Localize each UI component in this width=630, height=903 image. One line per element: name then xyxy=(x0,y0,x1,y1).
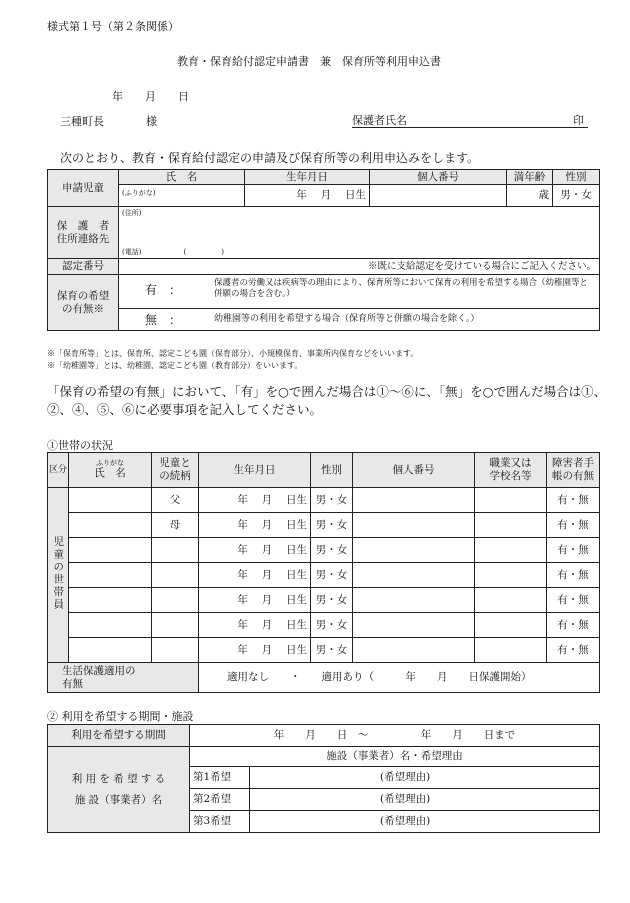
household-row xyxy=(48,613,600,638)
member-id-field[interactable] xyxy=(353,638,475,663)
household-table xyxy=(47,452,600,693)
child-name-field[interactable] xyxy=(119,185,245,207)
member-disability-choice[interactable]: 有・無 xyxy=(547,588,600,613)
facility-label: 利 用 を 希 望 す る 施 設（事業者）名 xyxy=(48,747,190,833)
member-job-field[interactable] xyxy=(475,638,547,663)
seal-mark: 印 xyxy=(573,114,584,127)
household-row xyxy=(48,563,600,588)
wish-label: 保育の希望 の有無※ xyxy=(48,275,119,331)
wish-yes-option[interactable] xyxy=(119,275,600,309)
member-sex-choice[interactable]: 男・女 xyxy=(311,538,353,563)
wish-no-label: 無 ： xyxy=(145,313,182,327)
member-sex-choice[interactable]: 男・女 xyxy=(311,588,353,613)
choice-2-field[interactable]: (希望理由) xyxy=(250,789,600,811)
applicant-row-label: 申請児童 xyxy=(48,170,119,207)
child-id-field[interactable] xyxy=(370,185,507,207)
member-relation[interactable]: 父 xyxy=(152,488,199,513)
intro-text: 次のとおり、教育・保育給付認定の申請及び保育所等の利用申込みをします。 xyxy=(60,151,480,165)
member-dob-field[interactable]: 年 月 日生 xyxy=(199,563,311,588)
member-relation[interactable] xyxy=(152,588,199,613)
col-id: 個人番号 xyxy=(370,170,507,185)
member-disability-choice[interactable]: 有・無 xyxy=(547,538,600,563)
member-id-field[interactable] xyxy=(353,513,475,538)
choice-3-label: 第3希望 xyxy=(190,811,250,833)
member-name-field[interactable] xyxy=(69,638,152,663)
member-sex-choice[interactable]: 男・女 xyxy=(311,563,353,588)
member-id-field[interactable] xyxy=(353,538,475,563)
member-job-field[interactable] xyxy=(475,563,547,588)
welfare-label: 生活保護適用の 有無 xyxy=(48,663,199,693)
date-line: 年 月 日 xyxy=(112,90,189,103)
member-job-field[interactable] xyxy=(475,538,547,563)
member-id-field[interactable] xyxy=(353,488,475,513)
applicant-table xyxy=(47,169,600,331)
guardian-name-field[interactable] xyxy=(352,111,588,128)
col-disability: 障害者手 帳の有無 xyxy=(547,453,600,488)
choice-1-label: 第1希望 xyxy=(190,767,250,789)
member-name-field[interactable] xyxy=(69,488,152,513)
member-relation[interactable] xyxy=(152,538,199,563)
member-name-field[interactable] xyxy=(69,588,152,613)
cert-note: ※既に支給認定を受けている場合にご記入ください。 xyxy=(367,260,596,272)
col-name: 氏 名 xyxy=(119,170,245,185)
member-id-field[interactable] xyxy=(353,563,475,588)
phone-label: (電話) ( ) xyxy=(122,247,224,256)
col-relation: 児童と の続柄 xyxy=(152,453,199,488)
facility-header: 施設（事業者）名・希望理由 xyxy=(190,747,600,767)
instruction-text: 「保育の希望の有無」において、「有」を○で囲んだ場合は①～⑥に、「無」を○で囲んだ場合は①、②、④、⑤、⑥に必要事項を記入してください。 xyxy=(47,384,607,418)
child-age-field[interactable]: 歳 xyxy=(507,185,553,207)
col-household-name-label: 氏 名 xyxy=(94,467,126,480)
member-disability-choice[interactable]: 有・無 xyxy=(547,638,600,663)
wish-no-option[interactable] xyxy=(119,309,600,331)
member-sex-choice[interactable]: 男・女 xyxy=(311,613,353,638)
period-table xyxy=(47,724,600,833)
member-job-field[interactable] xyxy=(475,488,547,513)
cert-number-label: 認定番号 xyxy=(48,259,119,275)
mayor-label: 三種町長 xyxy=(60,115,104,128)
wish-yes-label: 有 ： xyxy=(145,283,182,297)
member-relation[interactable] xyxy=(152,563,199,588)
choice-1-field[interactable]: (希望理由) xyxy=(250,767,600,789)
member-dob-field[interactable]: 年 月 日生 xyxy=(199,588,311,613)
period-label: 利用を希望する期間 xyxy=(48,725,190,747)
member-dob-field[interactable]: 年 月 日生 xyxy=(199,513,311,538)
member-dob-field[interactable]: 年 月 日生 xyxy=(199,488,311,513)
child-sex-choice[interactable]: 男・女 xyxy=(553,185,600,207)
member-relation[interactable]: 母 xyxy=(152,513,199,538)
member-name-field[interactable] xyxy=(69,513,152,538)
member-relation[interactable] xyxy=(152,613,199,638)
member-dob-field[interactable]: 年 月 日生 xyxy=(199,613,311,638)
cert-number-field[interactable] xyxy=(119,259,600,275)
member-disability-choice[interactable]: 有・無 xyxy=(547,488,600,513)
choice-2-label: 第2希望 xyxy=(190,789,250,811)
period-section-title: ② 利用を希望する期間・施設 xyxy=(47,710,194,723)
member-dob-field[interactable]: 年 月 日生 xyxy=(199,538,311,563)
member-sex-choice[interactable]: 男・女 xyxy=(311,513,353,538)
member-job-field[interactable] xyxy=(475,613,547,638)
col-household-dob: 生年月日 xyxy=(199,453,311,488)
note-yochien: ※「幼稚園等」とは、幼稚園、認定こども園（教育部分）をいいます。 xyxy=(47,361,303,370)
member-disability-choice[interactable]: 有・無 xyxy=(547,563,600,588)
mayor-suffix: 様 xyxy=(146,115,157,128)
member-dob-field[interactable]: 年 月 日生 xyxy=(199,638,311,663)
member-disability-choice[interactable]: 有・無 xyxy=(547,513,600,538)
member-name-field[interactable] xyxy=(69,563,152,588)
household-section-title: ①世帯の状況 xyxy=(47,439,113,452)
wish-yes-text: 保護者の労働又は疾病等の理由により、保育所等において保育の利用を希望する場合（幼稚園等と併願の場合を含む。） xyxy=(214,278,589,300)
household-row xyxy=(48,513,600,538)
col-job: 職業又は 学校名等 xyxy=(475,453,547,488)
household-row xyxy=(48,588,600,613)
member-sex-choice[interactable]: 男・女 xyxy=(311,638,353,663)
choice-3-field[interactable]: (希望理由) xyxy=(250,811,600,833)
col-age: 満年齢 xyxy=(507,170,553,185)
member-id-field[interactable] xyxy=(353,588,475,613)
household-group-label: 児童の世帯員 xyxy=(48,488,69,663)
col-sex: 性別 xyxy=(553,170,600,185)
address-label: (住所) xyxy=(122,209,142,217)
child-dob-field[interactable]: 年 月 日生 xyxy=(245,185,370,207)
col-household-id: 個人番号 xyxy=(353,453,475,488)
member-name-field[interactable] xyxy=(69,613,152,638)
col-household-sex: 性別 xyxy=(311,453,353,488)
household-row xyxy=(48,538,600,563)
wish-no-text: 幼稚園等の利用を希望する場合（保育所等と併願の場合を除く。） xyxy=(214,314,480,324)
member-sex-choice[interactable]: 男・女 xyxy=(311,488,353,513)
member-id-field[interactable] xyxy=(353,613,475,638)
member-disability-choice[interactable]: 有・無 xyxy=(547,613,600,638)
member-job-field[interactable] xyxy=(475,588,547,613)
col-kubun: 区分 xyxy=(48,453,69,488)
household-row xyxy=(48,488,600,513)
col-household-furigana: ふりがな xyxy=(96,459,124,468)
member-job-field[interactable] xyxy=(475,513,547,538)
period-field[interactable]: 年 月 日 ～ 年 月 日まで xyxy=(190,725,600,747)
welfare-choice[interactable]: 適用なし ・ 適用あり（ 年 月 日保護開始） xyxy=(199,663,600,693)
col-dob: 生年月日 xyxy=(245,170,370,185)
page-title: 教育・保育給付認定申請書 兼 保育所等利用申込書 xyxy=(177,55,441,68)
guardian-address-label: 保 護 者 住所連絡先 xyxy=(48,207,119,259)
member-name-field[interactable] xyxy=(69,538,152,563)
member-relation[interactable] xyxy=(152,638,199,663)
household-row xyxy=(48,638,600,663)
guardian-address-field[interactable] xyxy=(119,207,600,259)
note-hoikusho: ※「保育所等」とは、保育所、認定こども園（保育部分）、小規模保育、事業所内保育などをいいます。 xyxy=(47,349,419,358)
guardian-name-label: 保護者氏名 xyxy=(352,114,407,127)
col-household-name xyxy=(69,453,152,488)
furigana-label: (ふりがな) xyxy=(122,189,156,197)
form-number: 様式第１号（第２条関係） xyxy=(47,20,179,33)
